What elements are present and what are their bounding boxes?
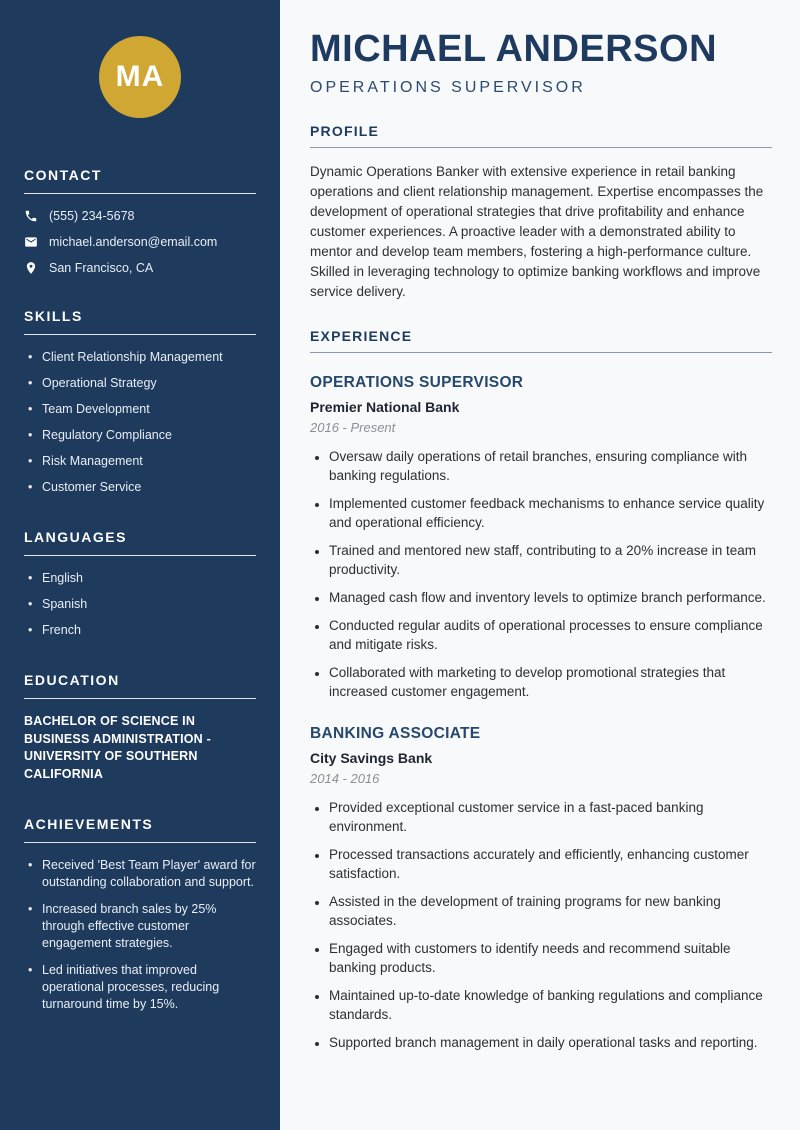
list-item: • Led initiatives that improved operational processes, reducing turnaround time by 15%. (28, 962, 256, 1013)
job-bullets (310, 447, 772, 701)
divider (24, 193, 256, 194)
languages-heading: LANGUAGES (24, 529, 127, 545)
contact-row-email (24, 235, 256, 249)
avatar (99, 36, 181, 118)
languages-list (24, 570, 256, 639)
sidebar (0, 0, 280, 1130)
contact-row-phone (24, 209, 256, 223)
contact-heading: CONTACT (24, 167, 102, 183)
contact-list (24, 209, 256, 275)
profile-heading: PROFILE (310, 122, 380, 139)
divider (24, 842, 256, 843)
job-dates: 2014 - 2016 (310, 770, 380, 786)
skills-heading: SKILLS (24, 308, 83, 324)
location-value: San Francisco, CA (49, 261, 154, 275)
divider (310, 352, 772, 353)
job-bullets (310, 798, 772, 1052)
education-heading: EDUCATION (24, 672, 120, 688)
education-degree: BACHELOR OF SCIENCE IN BUSINESS ADMINISTRATION - UNIVERSITY OF SOUTHERN CALIFORNIA (24, 714, 211, 781)
list-item: • Maintained up-to-date knowledge of banking regulations and compliance standards. (329, 986, 772, 1024)
phone-value: (555) 234-5678 (49, 209, 135, 223)
list-item: • Assisted in the development of training programs for new banking associates. (329, 892, 772, 930)
avatar-initials: MA (115, 60, 165, 93)
list-item: • Increased branch sales by 25% through effective customer engagement strategies. (28, 901, 256, 952)
list-item: • Operational Strategy (28, 375, 256, 392)
candidate-title: OPERATIONS SUPERVISOR (310, 78, 586, 96)
profile-section (310, 123, 772, 302)
company-name: Premier National Bank (310, 398, 460, 415)
list-item: • Collaborated with marketing to develop promotional strategies that increased customer engagement. (329, 663, 772, 701)
list-item: • Processed transactions accurately and efficiently, enhancing customer satisfaction. (329, 845, 772, 883)
job-title: OPERATIONS SUPERVISOR (310, 373, 524, 391)
education-section (24, 672, 256, 783)
list-item: • Customer Service (28, 479, 256, 496)
list-item: • Trained and mentored new staff, contributing to a 20% increase in team productivity. (329, 541, 772, 579)
list-item: • Received 'Best Team Player' award for outstanding collaboration and support. (28, 857, 256, 891)
achievements-section (24, 816, 256, 1013)
divider (24, 555, 256, 556)
experience-heading: EXPERIENCE (310, 327, 413, 344)
job-dates: 2016 - Present (310, 419, 396, 435)
list-item: • Conducted regular audits of operational processes to ensure compliance and mitigate risks. (329, 616, 772, 654)
list-item: • English (28, 570, 256, 587)
job-title: BANKING ASSOCIATE (310, 724, 481, 742)
list-item: • Supported branch management in daily operational tasks and reporting. (329, 1033, 772, 1052)
location-icon (24, 261, 38, 275)
list-item: • Client Relationship Management (28, 349, 256, 366)
candidate-name: MICHAEL ANDERSON (310, 28, 718, 70)
contact-row-location (24, 261, 256, 275)
list-item: • Oversaw daily operations of retail branches, ensuring compliance with banking regulations. (329, 447, 772, 485)
languages-section (24, 529, 256, 639)
list-item: • Regulatory Compliance (28, 427, 256, 444)
list-item: • Team Development (28, 401, 256, 418)
company-name: City Savings Bank (310, 749, 433, 766)
experience-section (310, 328, 772, 1052)
list-item: • Provided exceptional customer service in a fast-paced banking environment. (329, 798, 772, 836)
divider (24, 334, 256, 335)
profile-text: Dynamic Operations Banker with extensive experience in retail banking operations and client relationship management. Expertise encompasses the development of operational strategies that drive profitability and enhance customer experiences. A proactive leader with a demonstrated ability to mentor and develop team members, fostering a high-performance culture. Skilled in leveraging technology to optimize banking workflows and improve service delivery. (310, 163, 764, 299)
skills-list (24, 349, 256, 496)
list-item: • Spanish (28, 596, 256, 613)
email-value: michael.anderson@email.com (49, 235, 218, 249)
contact-section (24, 167, 256, 275)
main-content (280, 0, 800, 1130)
experience-entry (310, 725, 772, 1052)
achievements-list (24, 857, 256, 1013)
divider (24, 698, 256, 699)
skills-section (24, 308, 256, 496)
list-item: • Managed cash flow and inventory levels to optimize branch performance. (329, 588, 772, 607)
divider (310, 147, 772, 148)
list-item: • Engaged with customers to identify needs and recommend suitable banking products. (329, 939, 772, 977)
phone-icon (24, 209, 38, 223)
experience-entry (310, 374, 772, 701)
list-item: • French (28, 622, 256, 639)
list-item: • Risk Management (28, 453, 256, 470)
list-item: • Implemented customer feedback mechanisms to enhance service quality and operational efficiency. (329, 494, 772, 532)
email-icon (24, 235, 38, 249)
achievements-heading: ACHIEVEMENTS (24, 816, 154, 832)
